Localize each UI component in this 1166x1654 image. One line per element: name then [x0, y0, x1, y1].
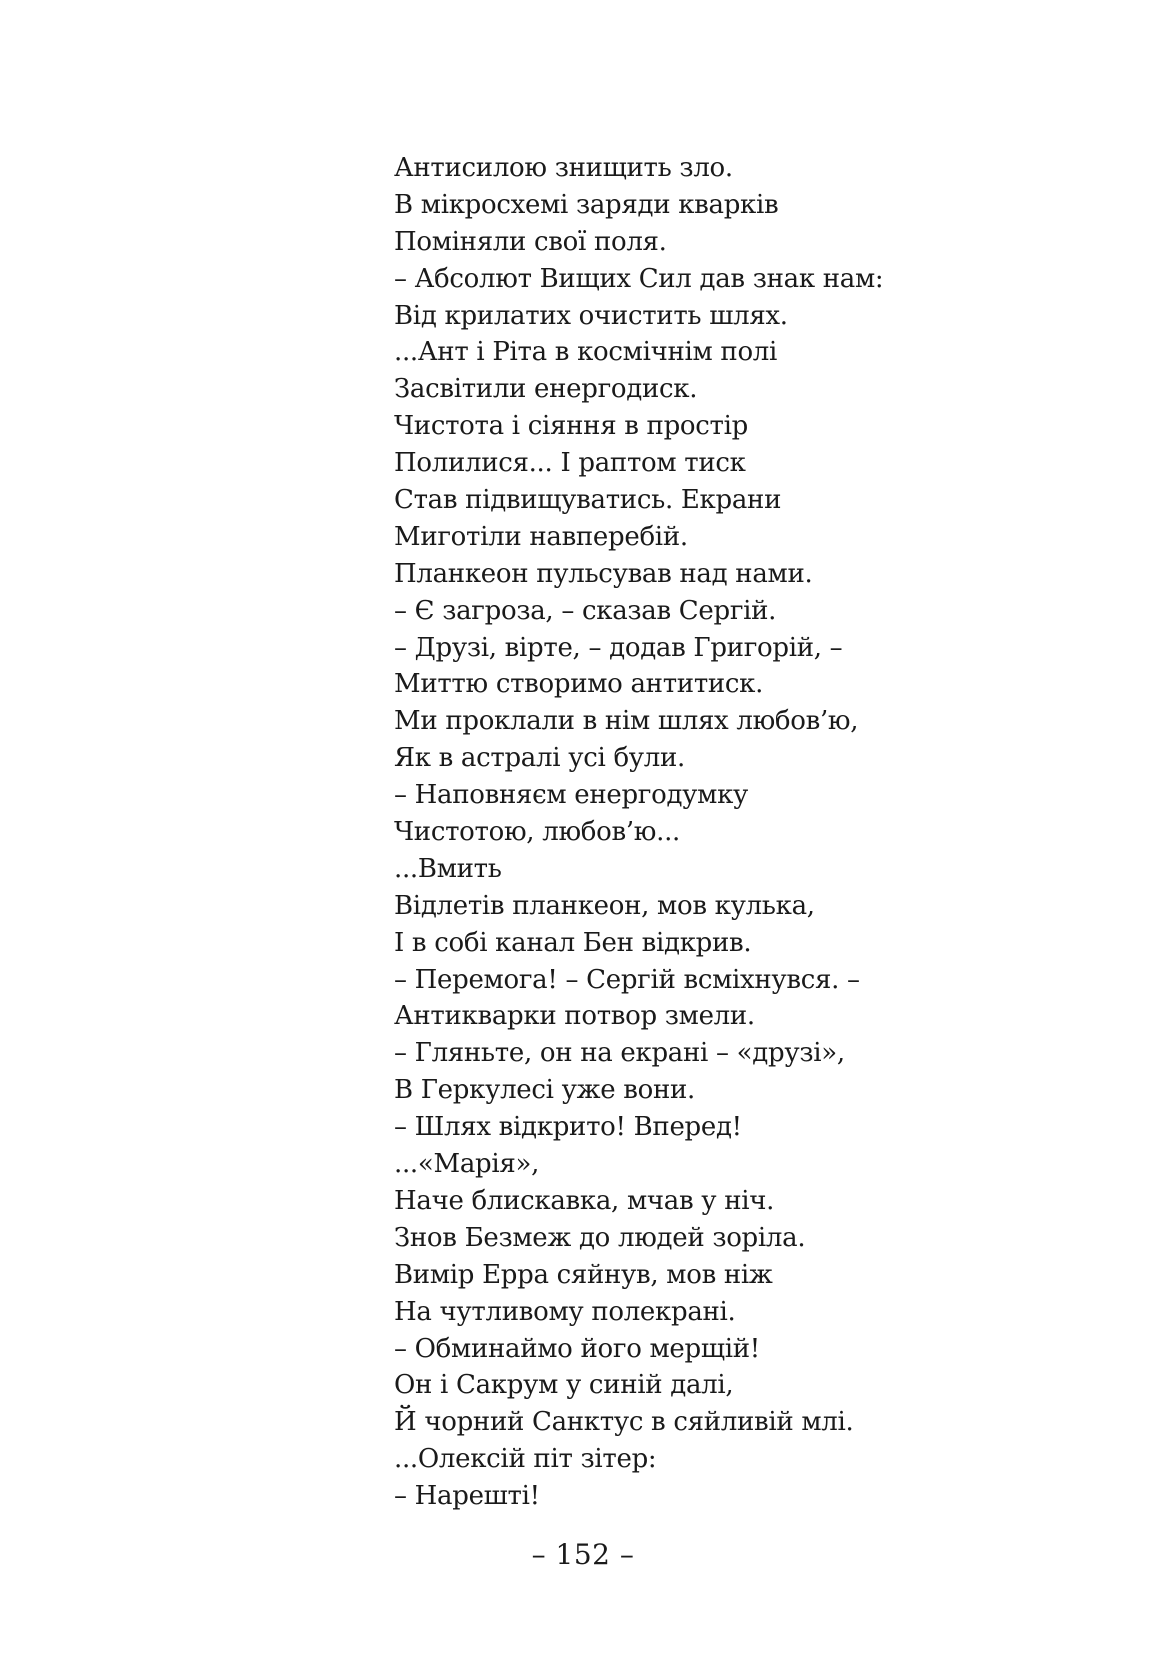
poem-line: Поміняли свої поля.: [394, 226, 667, 257]
poem-line: Вимір Ерра сяйнув, мов ніж: [394, 1259, 773, 1290]
poem-line: Став підвищуватись. Екрани: [394, 485, 782, 516]
poem-line: Ми проклали в нім шлях любов’ю,: [394, 706, 859, 737]
poem-line: Наче блискавка, мчав у ніч.: [394, 1185, 775, 1216]
poem-text: [394, 150, 1114, 1515]
poem-line: ...Олексій піт зітер:: [394, 1444, 657, 1475]
poem-line: Знов Безмеж до людей зоріла.: [394, 1222, 806, 1253]
poem-line: – Шлях відкрито! Вперед!: [394, 1112, 742, 1143]
poem-line: Миготіли навперебій.: [394, 521, 688, 552]
poem-line: – Перемога! – Сергій всміхнувся. –: [394, 964, 860, 995]
poem-line: Миттю створимо антитиск.: [394, 669, 764, 700]
poem-line: Як в астралі усі були.: [394, 743, 686, 774]
poem-line: – Наповняєм енергодумку: [394, 780, 749, 811]
poem-line: Полилися... І раптом тиск: [394, 448, 746, 479]
poem-line: – Нарешті!: [394, 1481, 540, 1512]
poem-line: Відлетів планкеон, мов кулька,: [394, 890, 815, 921]
poem-line: Чистотою, любов’ю...: [394, 817, 681, 848]
poem-line: І в собі канал Бен відкрив.: [394, 927, 752, 958]
poem-line: – Обминаймо його мерщій!: [394, 1333, 760, 1364]
poem-line: – Друзі, вірте, – додав Григорій, –: [394, 632, 843, 663]
poem-line: Планкеон пульсував над нами.: [394, 558, 813, 589]
poem-line: Й чорний Санктус в сяйливій млі.: [394, 1407, 854, 1438]
poem-line: В Геркулесі уже вони.: [394, 1075, 695, 1106]
poem-line: ...«Марія»,: [394, 1149, 540, 1180]
poem-line: Он і Сакрум у синій далі,: [394, 1370, 734, 1401]
poem-line: Антикварки потвор змели.: [394, 1001, 755, 1032]
poem-line: Антисилою знищить зло.: [394, 153, 733, 183]
poem-line: Від крилатих очистить шлях.: [394, 300, 788, 331]
page-number: – 152 –: [531, 1538, 635, 1571]
poem-line: – Абсолют Вищих Сил дав знак нам:: [394, 263, 884, 294]
poem-line: Чистота і сіяння в простір: [394, 411, 748, 442]
poem-line: ...Вмить: [394, 853, 502, 884]
poem-line: – Є загроза, – сказав Сергій.: [394, 595, 777, 626]
poem-line: – Гляньте, он на екрані – «друзі»,: [394, 1038, 845, 1069]
poem-line: В мікросхемі заряди кварків: [394, 189, 779, 220]
poem-line: Засвітили енергодиск.: [394, 374, 698, 405]
poem-line: ...Ант і Ріта в космічнім полі: [394, 337, 778, 368]
poem-line: На чутливому полекрані.: [394, 1296, 736, 1327]
